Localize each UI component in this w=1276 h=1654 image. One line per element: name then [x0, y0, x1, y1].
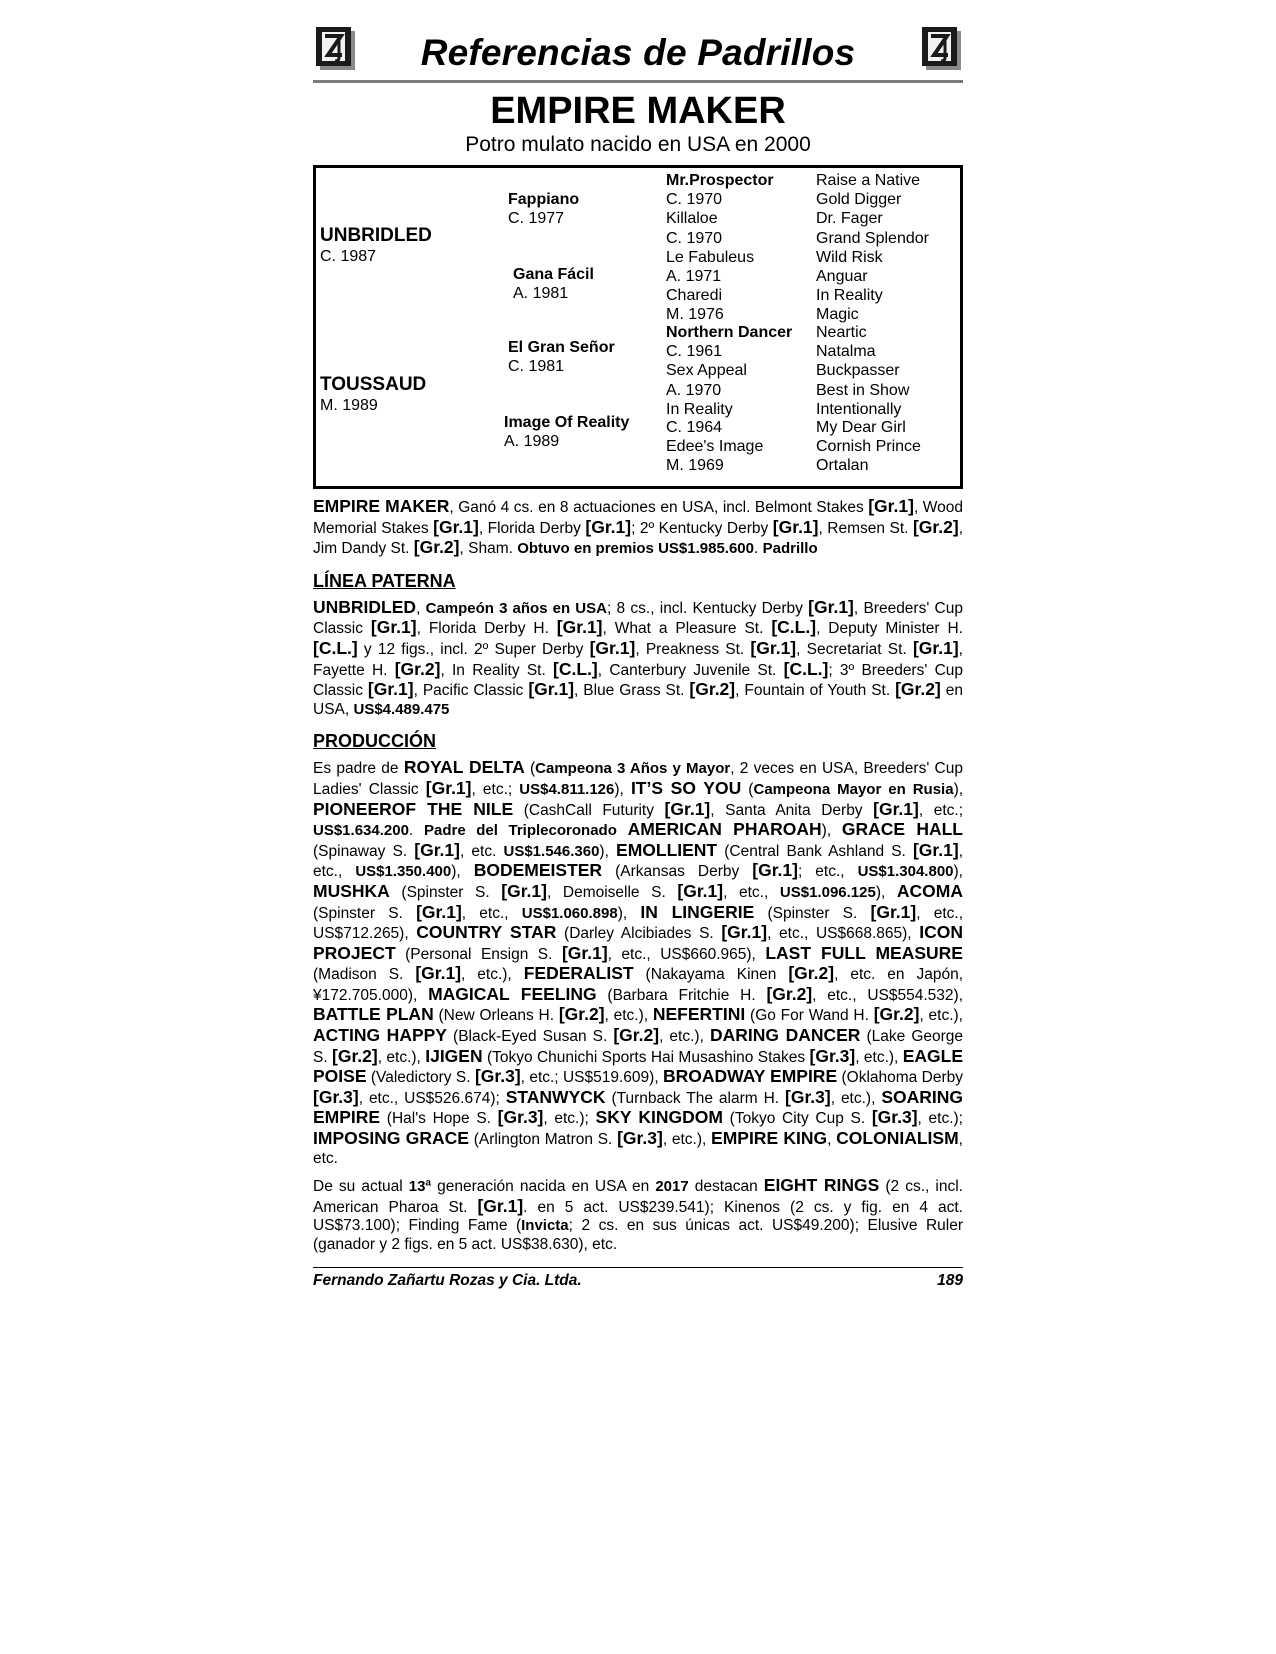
ancestor-gen4: Raise a Native	[816, 172, 921, 189]
ancestor-gen4: Magic	[816, 306, 859, 323]
ancestor-gen3: Le Fabuleus	[666, 249, 755, 266]
sire-info: C. 1987	[320, 248, 377, 265]
ancestor-gen4: In Reality	[816, 287, 883, 304]
horse-name: EMPIRE MAKER	[490, 90, 786, 132]
pedigree-table	[313, 165, 963, 489]
paternal-line-text: UNBRIDLED, Campeón 3 años en USA; 8 cs., incl. Kentucky Derby [Gr.1], Breeders' Cup Classic [Gr.1], Florida Derby H. [Gr.1], What a Pleasure St. [C.L.], Deputy Minister H. [C.L.] y 12 figs., incl. 2º Super Derby [Gr.1], Preakness St. [Gr.1], Secretariat St. [Gr.1], Fayette H. [Gr.2], In Reality St. [C.L.], Canterbury Juvenile St. [C.L.]; 3º Breeders' Cup Classic [Gr.1], Pacific Classic [Gr.1], Blue Grass St. [Gr.2], Fountain of Youth St. [Gr.2] en USA, US$4.489.475	[313, 596, 964, 718]
ancestor-gen4: Intentionally	[816, 401, 902, 418]
current-generation-text: De su actual 13ª generación nacida en USA en 2017 destacan EIGHT RINGS (2 cs., incl. American Pharoa St. [Gr.1]. en 5 act. US$239.541); Kinenos (2 cs. y fig. en 4 act. US$73.100); Finding Fame (Invicta; 2 cs. en sus únicas act. US$49.200); Elusive Ruler (ganador y 2 figs. en 5 act. US$38.630), etc.	[313, 1175, 963, 1253]
sire-name: UNBRIDLED	[320, 225, 432, 246]
ancestor-gen4: Grand Splendor	[816, 230, 929, 247]
ancestor-gen4: Dr. Fager	[816, 210, 883, 227]
dam-dam-info: A. 1989	[504, 433, 560, 450]
footer-company: Fernando Zañartu Rozas y Cia. Ltda.	[313, 1271, 582, 1289]
dam-name: TOUSSAUD	[320, 374, 427, 395]
ancestor-gen4: Buckpasser	[816, 362, 900, 379]
ancestor-gen3: Edee's Image	[666, 438, 764, 455]
ancestor-gen3: A. 1970	[666, 382, 722, 399]
ancestor-gen3: Killaloe	[666, 210, 718, 227]
sire-dam-name: Gana Fácil	[513, 266, 594, 283]
ancestor-gen3: Charedi	[666, 287, 723, 304]
ancestor-gen4: My Dear Girl	[816, 419, 906, 436]
production-text: Es padre de ROYAL DELTA (Campeona 3 Años y Mayor, 2 veces en USA, Breeders' Cup Ladies' Classic [Gr.1], etc.; US$4.811.126), IT’S SO YOU (Campeona Mayor en Rusia), PIONEEROF THE NILE (CashCall Futurity [Gr.1], Santa Anita Derby [Gr.1], etc.; US$1.634.200. Padre del Triplecoronado AMERICAN PHAROAH), GRACE HALL (Spinaway S. [Gr.1], etc. US$1.546.360), EMOLLIENT (Central Bank Ashland S. [Gr.1], etc., US$1.350.400), BODEMEISTER (Arkansas Derby [Gr.1]; etc., US$1.304.800), MUSHKA (Spinster S. [Gr.1], Demoiselle S. [Gr.1], etc., US$1.096.125), ACOMA (Spinster S. [Gr.1], etc., US$1.060.898), IN LINGERIE (Spinster S. [Gr.1], etc., US$712.265), COUNTRY STAR (Darley Alcibiades S. [Gr.1], etc., US$668.865), ICON PROJECT (Personal Ensign S. [Gr.1], etc., US$660.965), LAST FULL MEASURE (Madison S. [Gr.1], etc.), FEDERALIST (Nakayama Kinen [Gr.2], etc. en Japón, ¥172.705.000), MAGICAL FEELING (Barbara Fritchie H. [Gr.2], etc., US$554.532), BATTLE PLAN (New Orleans H. [Gr.2], etc.), NEFERTINI (Go For Wand H. [Gr.2], etc.), ACTING HAPPY (Black-Eyed Susan S. [Gr.2], etc.), DARING DANCER (Lake George S. [Gr.2], etc.), IJIGEN (Tokyo Chunichi Sports Hai Musashino Stakes [Gr.3], etc.), EAGLE POISE (Valedictory S. [Gr.3], etc.; US$519.609), BROADWAY EMPIRE (Oklahoma Derby [Gr.3], etc., US$526.674); STANWYCK (Turnback The alarm H. [Gr.3], etc.), SOARING EMPIRE (Hal's Hope S. [Gr.3], etc.); SKY KINGDOM (Tokyo City Cup S. [Gr.3], etc.); IMPOSING GRACE (Arlington Matron S. [Gr.3], etc.), EMPIRE KING, COLONIALISM, etc.	[313, 757, 964, 1167]
page-footer	[313, 1272, 963, 1290]
ancestor-gen3: M. 1976	[666, 306, 724, 323]
ancestor-gen3: C. 1970	[666, 191, 723, 208]
dam-sire-info: C. 1981	[508, 358, 565, 375]
ancestor-gen4: Ortalan	[816, 457, 869, 474]
ancestor-gen3: C. 1964	[666, 419, 723, 436]
ancestor-gen4: Neartic	[816, 324, 867, 341]
ancestor-gen3: A. 1971	[666, 268, 722, 285]
ancestor-gen3: M. 1969	[666, 457, 724, 474]
ancestor-gen4: Anguar	[816, 268, 868, 285]
header-rule	[313, 80, 963, 83]
ancestor-gen3: C. 1970	[666, 230, 723, 247]
document-page	[313, 20, 963, 1290]
header-title: Referencias de Padrillos	[420, 32, 856, 73]
dam-info: M. 1989	[320, 397, 378, 414]
ancestor-gen3: Sex Appeal	[666, 362, 747, 379]
footer-rule	[313, 1267, 963, 1268]
ancestor-gen4: Cornish Prince	[816, 438, 921, 455]
ancestor-gen3: Mr.Prospector	[666, 172, 774, 189]
dam-dam-name: Image Of Reality	[504, 414, 630, 431]
ancestor-gen4: Gold Digger	[816, 191, 902, 208]
ancestor-gen3: Northern Dancer	[666, 324, 793, 341]
section-heading-paternal: LÍNEA PATERNA	[313, 570, 456, 591]
section-heading-production: PRODUCCIÓN	[313, 731, 437, 752]
ancestor-gen4: Natalma	[816, 343, 876, 360]
ancestor-gen3: In Reality	[666, 401, 733, 418]
sire-sire-info: C. 1977	[508, 210, 565, 227]
dam-sire-name: El Gran Señor	[508, 339, 615, 356]
racing-summary: EMPIRE MAKER, Ganó 4 cs. en 8 actuaciones en USA, incl. Belmont Stakes [Gr.1], Wood Memorial Stakes [Gr.1], Florida Derby [Gr.1]; 2º Kentucky Derby [Gr.1], Remsen St. [Gr.2], Jim Dandy St. [Gr.2], Sham. Obtuvo en premios US$1.985.600. Padrillo	[313, 496, 964, 558]
ancestor-gen4: Wild Risk	[816, 249, 883, 266]
sire-sire-name: Fappiano	[508, 191, 580, 208]
page-header	[313, 20, 963, 82]
ancestor-gen4: Best in Show	[816, 382, 910, 399]
zr-logo-icon	[919, 24, 963, 72]
horse-subtitle: Potro mulato nacido en USA en 2000	[465, 133, 811, 156]
sire-dam-info: A. 1981	[513, 285, 569, 302]
page-number: 189	[937, 1271, 963, 1289]
ancestor-gen3: C. 1961	[666, 343, 723, 360]
